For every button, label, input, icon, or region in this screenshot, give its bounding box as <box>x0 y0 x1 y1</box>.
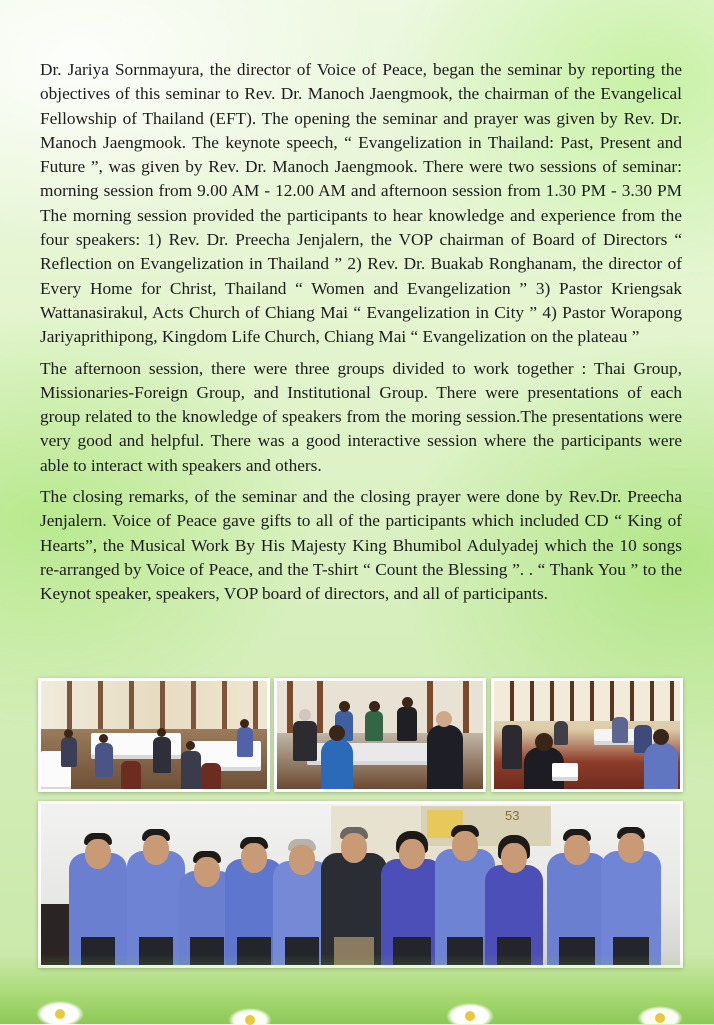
photo-presentation-hall <box>491 678 683 792</box>
paragraph-afternoon: The afternoon session, there were three groups divided to work together : Thai Group, Missionaries-Foreign Group, and Institutional Group. There were presentations of each group related to the knowledge of speakers from the moring session.The presentations were very good and helpful. There was a good interactive session where the participants were able to interact with speakers and others. <box>40 358 682 475</box>
banner-number: 53 <box>505 808 520 823</box>
photo-group-discussion <box>274 678 486 792</box>
paragraph-closing: The closing remarks, of the seminar and the closing prayer were done by Rev.Dr. Preecha Jenjalern. Voice of Peace gave gifts to all of the participants which included CD “ King of Hearts”, the Musical Work By His Majesty King Bhumibol Adulyadej which the 10 songs re-arranged by Voice of Peace, and the T-shirt “ Count the Blessing ”. . “ Thank You ” to the Keynot speaker, speakers, VOP board of directors, and all of participants. <box>40 487 682 604</box>
photo-seminar-hall <box>38 678 270 792</box>
paragraph-opening: Dr. Jariya Sornmayura, the director of Voice of Peace, began the seminar by reporting the objectives of this seminar to Rev. Dr. Manoch Jaengmook, the chairman of the Evangelical Fellowship of Thailand (EFT). The opening the seminar and prayer was given by Rev. Dr. Manoch Jaengmook. The keynote speech, “ Evangelization in Thailand: Past, Present and Future ”, was given by Rev. Dr. Manoch Jaengmook. There were two sessions of seminar: morning session from 9.00 AM - 12.00 AM and afternoon session from 1.30 PM - 3.30 PM The morning session provided the participants to hear knowledge and experience from the four speakers: 1) Rev. Dr. Preecha Jenjalern, the VOP chairman of Board of Directors “ Reflection on Evangelization in Thailand ” 2) Rev. Dr. Buakab Ronghanam, the director of Every Home for Christ, Thailand “ Women and Evangelization ” 3) Pastor Kriengsak Wattanasirakul, Acts Church of Chiang Mai “ Evangelization in City ” 4) Pastor Worapong Jariyaprithipong, Kingdom Life Church, Chiang Mai “ Evangelization on the plateau ” <box>40 60 682 347</box>
decorative-flowers <box>0 954 714 1024</box>
article-text <box>40 58 682 614</box>
photo-group-portrait <box>38 801 683 968</box>
